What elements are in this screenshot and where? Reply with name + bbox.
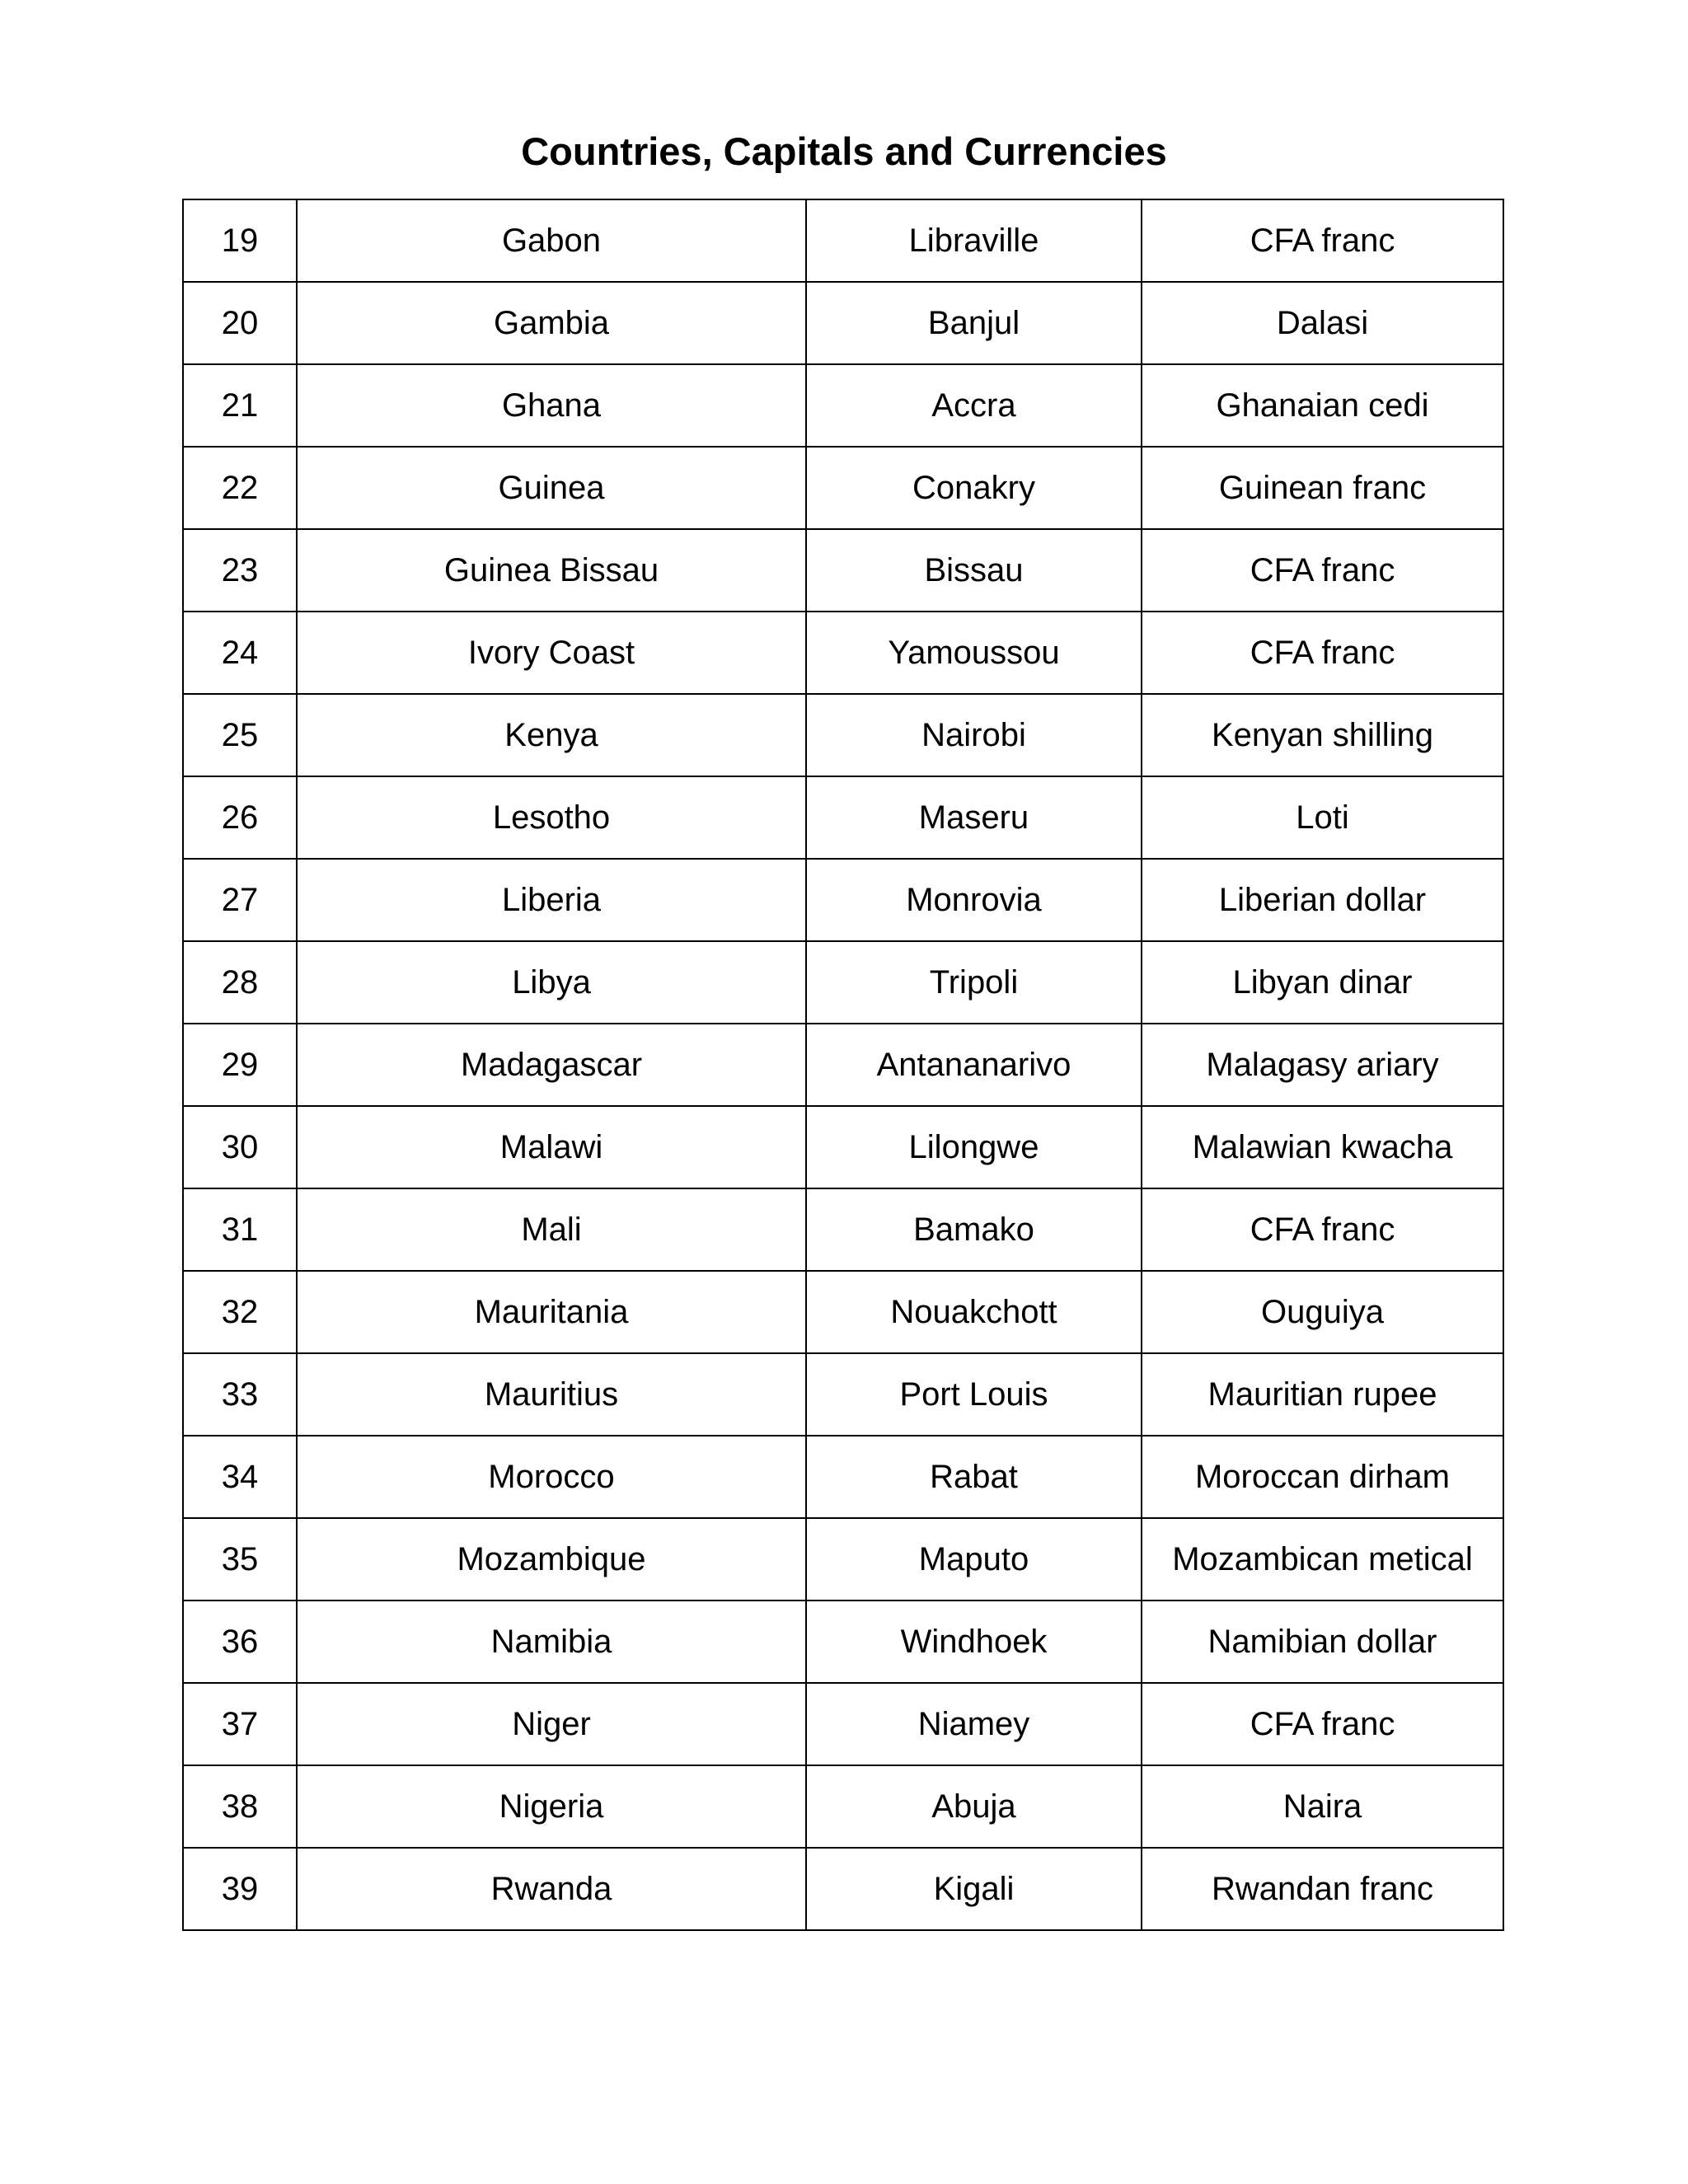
capital-cell: Niamey bbox=[806, 1683, 1142, 1765]
table-body bbox=[183, 199, 1503, 1930]
capital-cell: Kigali bbox=[806, 1848, 1142, 1930]
row-number-cell: 38 bbox=[183, 1765, 297, 1848]
currency-cell: Ouguiya bbox=[1142, 1271, 1503, 1353]
capital-cell: Maputo bbox=[806, 1518, 1142, 1601]
country-cell: Madagascar bbox=[297, 1024, 806, 1106]
currency-cell: Ghanaian cedi bbox=[1142, 364, 1503, 447]
table-row bbox=[183, 1848, 1503, 1930]
capital-cell: Bamako bbox=[806, 1188, 1142, 1271]
country-cell: Nigeria bbox=[297, 1765, 806, 1848]
country-cell: Lesotho bbox=[297, 776, 806, 859]
currency-cell: CFA franc bbox=[1142, 529, 1503, 612]
currency-cell: CFA franc bbox=[1142, 1683, 1503, 1765]
currency-cell: Namibian dollar bbox=[1142, 1601, 1503, 1683]
capital-cell: Nairobi bbox=[806, 694, 1142, 776]
capital-cell: Nouakchott bbox=[806, 1271, 1142, 1353]
country-cell: Liberia bbox=[297, 859, 806, 941]
table-row bbox=[183, 1518, 1503, 1601]
countries-table bbox=[182, 199, 1504, 1931]
country-cell: Gambia bbox=[297, 282, 806, 364]
row-number-cell: 33 bbox=[183, 1353, 297, 1436]
table-row bbox=[183, 941, 1503, 1024]
country-cell: Rwanda bbox=[297, 1848, 806, 1930]
row-number-cell: 23 bbox=[183, 529, 297, 612]
row-number-cell: 20 bbox=[183, 282, 297, 364]
capital-cell: Accra bbox=[806, 364, 1142, 447]
row-number-cell: 24 bbox=[183, 612, 297, 694]
row-number-cell: 34 bbox=[183, 1436, 297, 1518]
capital-cell: Banjul bbox=[806, 282, 1142, 364]
row-number-cell: 39 bbox=[183, 1848, 297, 1930]
currency-cell: Moroccan dirham bbox=[1142, 1436, 1503, 1518]
table-row bbox=[183, 1436, 1503, 1518]
row-number-cell: 22 bbox=[183, 447, 297, 529]
capital-cell: Rabat bbox=[806, 1436, 1142, 1518]
table-row bbox=[183, 859, 1503, 941]
row-number-cell: 29 bbox=[183, 1024, 297, 1106]
row-number-cell: 30 bbox=[183, 1106, 297, 1188]
table-row bbox=[183, 1765, 1503, 1848]
country-cell: Malawi bbox=[297, 1106, 806, 1188]
table-row bbox=[183, 199, 1503, 282]
capital-cell: Yamoussou bbox=[806, 612, 1142, 694]
country-cell: Mauritania bbox=[297, 1271, 806, 1353]
capital-cell: Abuja bbox=[806, 1765, 1142, 1848]
country-cell: Kenya bbox=[297, 694, 806, 776]
row-number-cell: 28 bbox=[183, 941, 297, 1024]
table-row bbox=[183, 529, 1503, 612]
table-row bbox=[183, 1271, 1503, 1353]
country-cell: Morocco bbox=[297, 1436, 806, 1518]
capital-cell: Windhoek bbox=[806, 1601, 1142, 1683]
table-row bbox=[183, 1601, 1503, 1683]
currency-cell: Rwandan franc bbox=[1142, 1848, 1503, 1930]
capital-cell: Monrovia bbox=[806, 859, 1142, 941]
row-number-cell: 25 bbox=[183, 694, 297, 776]
table-row bbox=[183, 364, 1503, 447]
table-row bbox=[183, 1683, 1503, 1765]
capital-cell: Bissau bbox=[806, 529, 1142, 612]
table-row bbox=[183, 1353, 1503, 1436]
currency-cell: Loti bbox=[1142, 776, 1503, 859]
capital-cell: Lilongwe bbox=[806, 1106, 1142, 1188]
country-cell: Libya bbox=[297, 941, 806, 1024]
currency-cell: Guinean franc bbox=[1142, 447, 1503, 529]
country-cell: Guinea Bissau bbox=[297, 529, 806, 612]
row-number-cell: 37 bbox=[183, 1683, 297, 1765]
currency-cell: Mozambican metical bbox=[1142, 1518, 1503, 1601]
capital-cell: Maseru bbox=[806, 776, 1142, 859]
currency-cell: CFA franc bbox=[1142, 1188, 1503, 1271]
row-number-cell: 35 bbox=[183, 1518, 297, 1601]
country-cell: Ghana bbox=[297, 364, 806, 447]
currency-cell: Naira bbox=[1142, 1765, 1503, 1848]
row-number-cell: 26 bbox=[183, 776, 297, 859]
row-number-cell: 27 bbox=[183, 859, 297, 941]
country-cell: Namibia bbox=[297, 1601, 806, 1683]
table-row bbox=[183, 282, 1503, 364]
table-row bbox=[183, 694, 1503, 776]
currency-cell: Liberian dollar bbox=[1142, 859, 1503, 941]
country-cell: Gabon bbox=[297, 199, 806, 282]
table-row bbox=[183, 776, 1503, 859]
capital-cell: Conakry bbox=[806, 447, 1142, 529]
currency-cell: Dalasi bbox=[1142, 282, 1503, 364]
country-cell: Niger bbox=[297, 1683, 806, 1765]
table-row bbox=[183, 1024, 1503, 1106]
country-cell: Mauritius bbox=[297, 1353, 806, 1436]
row-number-cell: 31 bbox=[183, 1188, 297, 1271]
currency-cell: Libyan dinar bbox=[1142, 941, 1503, 1024]
table-row bbox=[183, 447, 1503, 529]
capital-cell: Libraville bbox=[806, 199, 1142, 282]
row-number-cell: 36 bbox=[183, 1601, 297, 1683]
page-title: Countries, Capitals and Currencies bbox=[521, 129, 1167, 174]
row-number-cell: 32 bbox=[183, 1271, 297, 1353]
capital-cell: Port Louis bbox=[806, 1353, 1142, 1436]
currency-cell: Malagasy ariary bbox=[1142, 1024, 1503, 1106]
capital-cell: Antananarivo bbox=[806, 1024, 1142, 1106]
table-row bbox=[183, 1106, 1503, 1188]
currency-cell: Kenyan shilling bbox=[1142, 694, 1503, 776]
currency-cell: Mauritian rupee bbox=[1142, 1353, 1503, 1436]
country-cell: Mali bbox=[297, 1188, 806, 1271]
currency-cell: CFA franc bbox=[1142, 199, 1503, 282]
table-row bbox=[183, 612, 1503, 694]
table-row bbox=[183, 1188, 1503, 1271]
country-cell: Guinea bbox=[297, 447, 806, 529]
currency-cell: Malawian kwacha bbox=[1142, 1106, 1503, 1188]
capital-cell: Tripoli bbox=[806, 941, 1142, 1024]
currency-cell: CFA franc bbox=[1142, 612, 1503, 694]
row-number-cell: 19 bbox=[183, 199, 297, 282]
country-cell: Mozambique bbox=[297, 1518, 806, 1601]
row-number-cell: 21 bbox=[183, 364, 297, 447]
country-cell: Ivory Coast bbox=[297, 612, 806, 694]
